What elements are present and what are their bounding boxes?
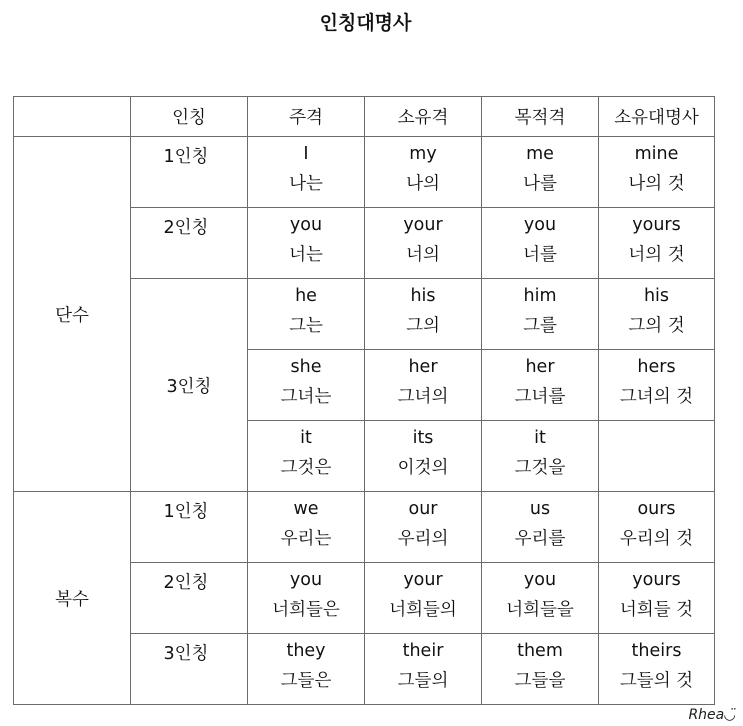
possessive-pronoun-ko: 그녀의 것 xyxy=(619,387,694,407)
possessive-ko: 너의 xyxy=(406,245,440,265)
subjective-ko: 그것은 xyxy=(280,458,332,478)
header-blank xyxy=(14,97,131,137)
possessive-ko: 그의 xyxy=(406,316,440,336)
subjective-en: you xyxy=(289,570,323,590)
subjective-en: it xyxy=(300,428,312,448)
possessive-pronoun-cell xyxy=(599,208,715,279)
possessive-cell xyxy=(365,350,482,421)
objective-cell xyxy=(482,634,599,705)
subjective-ko: 그들은 xyxy=(280,671,332,691)
person-cell xyxy=(131,279,248,492)
group-plural: 복수 xyxy=(14,492,131,705)
pronoun-table xyxy=(13,96,715,705)
possessive-pronoun-en: his xyxy=(643,286,670,306)
possessive-pronoun-en: hers xyxy=(637,357,676,377)
objective-ko: 너를 xyxy=(523,245,557,265)
possessive-en: your xyxy=(403,570,443,590)
possessive-pronoun-ko: 나의 것 xyxy=(628,174,685,194)
objective-ko: 너희들을 xyxy=(506,600,574,620)
possessive-ko: 그들의 xyxy=(397,671,449,691)
header-person: 인칭 xyxy=(131,97,248,137)
possessive-en: your xyxy=(403,215,443,235)
possessive-ko: 나의 xyxy=(406,174,440,194)
objective-cell xyxy=(482,421,599,492)
header-possessive-pronoun: 소유대명사 xyxy=(599,97,715,137)
subjective-ko: 그녀는 xyxy=(280,387,332,407)
subjective-en: I xyxy=(303,144,309,164)
objective-en: her xyxy=(525,357,555,377)
objective-ko: 그들을 xyxy=(514,671,566,691)
possessive-pronoun-cell xyxy=(599,421,715,492)
objective-en: us xyxy=(529,499,551,519)
header-objective: 목적격 xyxy=(482,97,599,137)
objective-ko: 나를 xyxy=(523,174,557,194)
possessive-pronoun-cell xyxy=(599,350,715,421)
person-cell xyxy=(131,137,248,208)
objective-cell xyxy=(482,492,599,563)
possessive-pronoun-cell xyxy=(599,492,715,563)
possessive-en: my xyxy=(409,144,437,164)
objective-en: you xyxy=(523,215,557,235)
subjective-en: she xyxy=(290,357,322,377)
subjective-en: he xyxy=(295,286,317,306)
possessive-cell xyxy=(365,421,482,492)
header-row xyxy=(14,97,715,137)
person-label: 2인칭 xyxy=(163,218,209,238)
possessive-pronoun-en: yours xyxy=(632,570,681,590)
table-row xyxy=(14,137,715,208)
objective-cell xyxy=(482,137,599,208)
possessive-pronoun-cell xyxy=(599,279,715,350)
possessive-pronoun-ko: 너의 것 xyxy=(628,245,685,265)
objective-en: them xyxy=(517,641,563,661)
possessive-ko: 이것의 xyxy=(397,458,449,478)
objective-en: him xyxy=(523,286,557,306)
subjective-cell xyxy=(248,634,365,705)
person-cell xyxy=(131,563,248,634)
subjective-en: they xyxy=(286,641,326,661)
possessive-pronoun-en: theirs xyxy=(631,641,682,661)
possessive-pronoun-cell xyxy=(599,563,715,634)
possessive-en: their xyxy=(402,641,444,661)
possessive-cell xyxy=(365,208,482,279)
possessive-en: our xyxy=(408,499,438,519)
objective-en: you xyxy=(523,570,557,590)
person-label: 1인칭 xyxy=(163,147,209,167)
possessive-cell xyxy=(365,634,482,705)
objective-ko: 우리를 xyxy=(514,529,566,549)
possessive-ko: 너희들의 xyxy=(389,600,457,620)
objective-cell xyxy=(482,563,599,634)
possessive-pronoun-cell xyxy=(599,137,715,208)
possessive-pronoun-ko: 그들의 것 xyxy=(619,671,694,691)
subjective-cell xyxy=(248,137,365,208)
objective-cell xyxy=(482,279,599,350)
objective-ko: 그를 xyxy=(523,316,557,336)
person-cell xyxy=(131,492,248,563)
possessive-pronoun-ko: 너희들 것 xyxy=(619,600,694,620)
person-cell xyxy=(131,208,248,279)
subjective-cell xyxy=(248,421,365,492)
possessive-pronoun-ko: 우리의 것 xyxy=(619,529,694,549)
possessive-en: his xyxy=(410,286,436,306)
subjective-ko: 그는 xyxy=(289,316,323,336)
objective-cell xyxy=(482,208,599,279)
subjective-cell xyxy=(248,208,365,279)
possessive-ko: 그녀의 xyxy=(397,387,449,407)
possessive-cell xyxy=(365,279,482,350)
person-label: 2인칭 xyxy=(163,573,209,593)
possessive-pronoun-en: mine xyxy=(634,144,679,164)
subjective-cell xyxy=(248,563,365,634)
signature-watermark: Rhea◡̈ xyxy=(688,707,735,723)
subjective-en: you xyxy=(289,215,323,235)
table-row xyxy=(14,492,715,563)
header-subjective: 주격 xyxy=(248,97,365,137)
possessive-en: her xyxy=(408,357,438,377)
possessive-pronoun-en: ours xyxy=(637,499,676,519)
possessive-cell xyxy=(365,492,482,563)
person-label: 3인칭 xyxy=(166,376,212,397)
objective-ko: 그것을 xyxy=(514,458,566,478)
subjective-ko: 너는 xyxy=(289,245,323,265)
objective-en: me xyxy=(526,144,554,164)
header-possessive: 소유격 xyxy=(365,97,482,137)
subjective-ko: 나는 xyxy=(289,174,323,194)
possessive-cell xyxy=(365,563,482,634)
subjective-en: we xyxy=(293,499,319,519)
possessive-pronoun-ko: 그의 것 xyxy=(628,316,685,336)
subjective-cell xyxy=(248,279,365,350)
possessive-pronoun-en: yours xyxy=(632,215,681,235)
group-singular: 단수 xyxy=(14,137,131,492)
person-label: 1인칭 xyxy=(163,502,209,522)
possessive-en: its xyxy=(412,428,434,448)
possessive-cell xyxy=(365,137,482,208)
objective-ko: 그녀를 xyxy=(514,387,566,407)
page-title: 인칭대명사 xyxy=(319,12,412,34)
possessive-pronoun-cell xyxy=(599,634,715,705)
subjective-cell xyxy=(248,350,365,421)
possessive-ko: 우리의 xyxy=(397,529,449,549)
objective-cell xyxy=(482,350,599,421)
subjective-ko: 우리는 xyxy=(280,529,332,549)
subjective-ko: 너희들은 xyxy=(272,600,340,620)
objective-en: it xyxy=(534,428,546,448)
person-label: 3인칭 xyxy=(163,644,209,664)
person-cell xyxy=(131,634,248,705)
subjective-cell xyxy=(248,492,365,563)
